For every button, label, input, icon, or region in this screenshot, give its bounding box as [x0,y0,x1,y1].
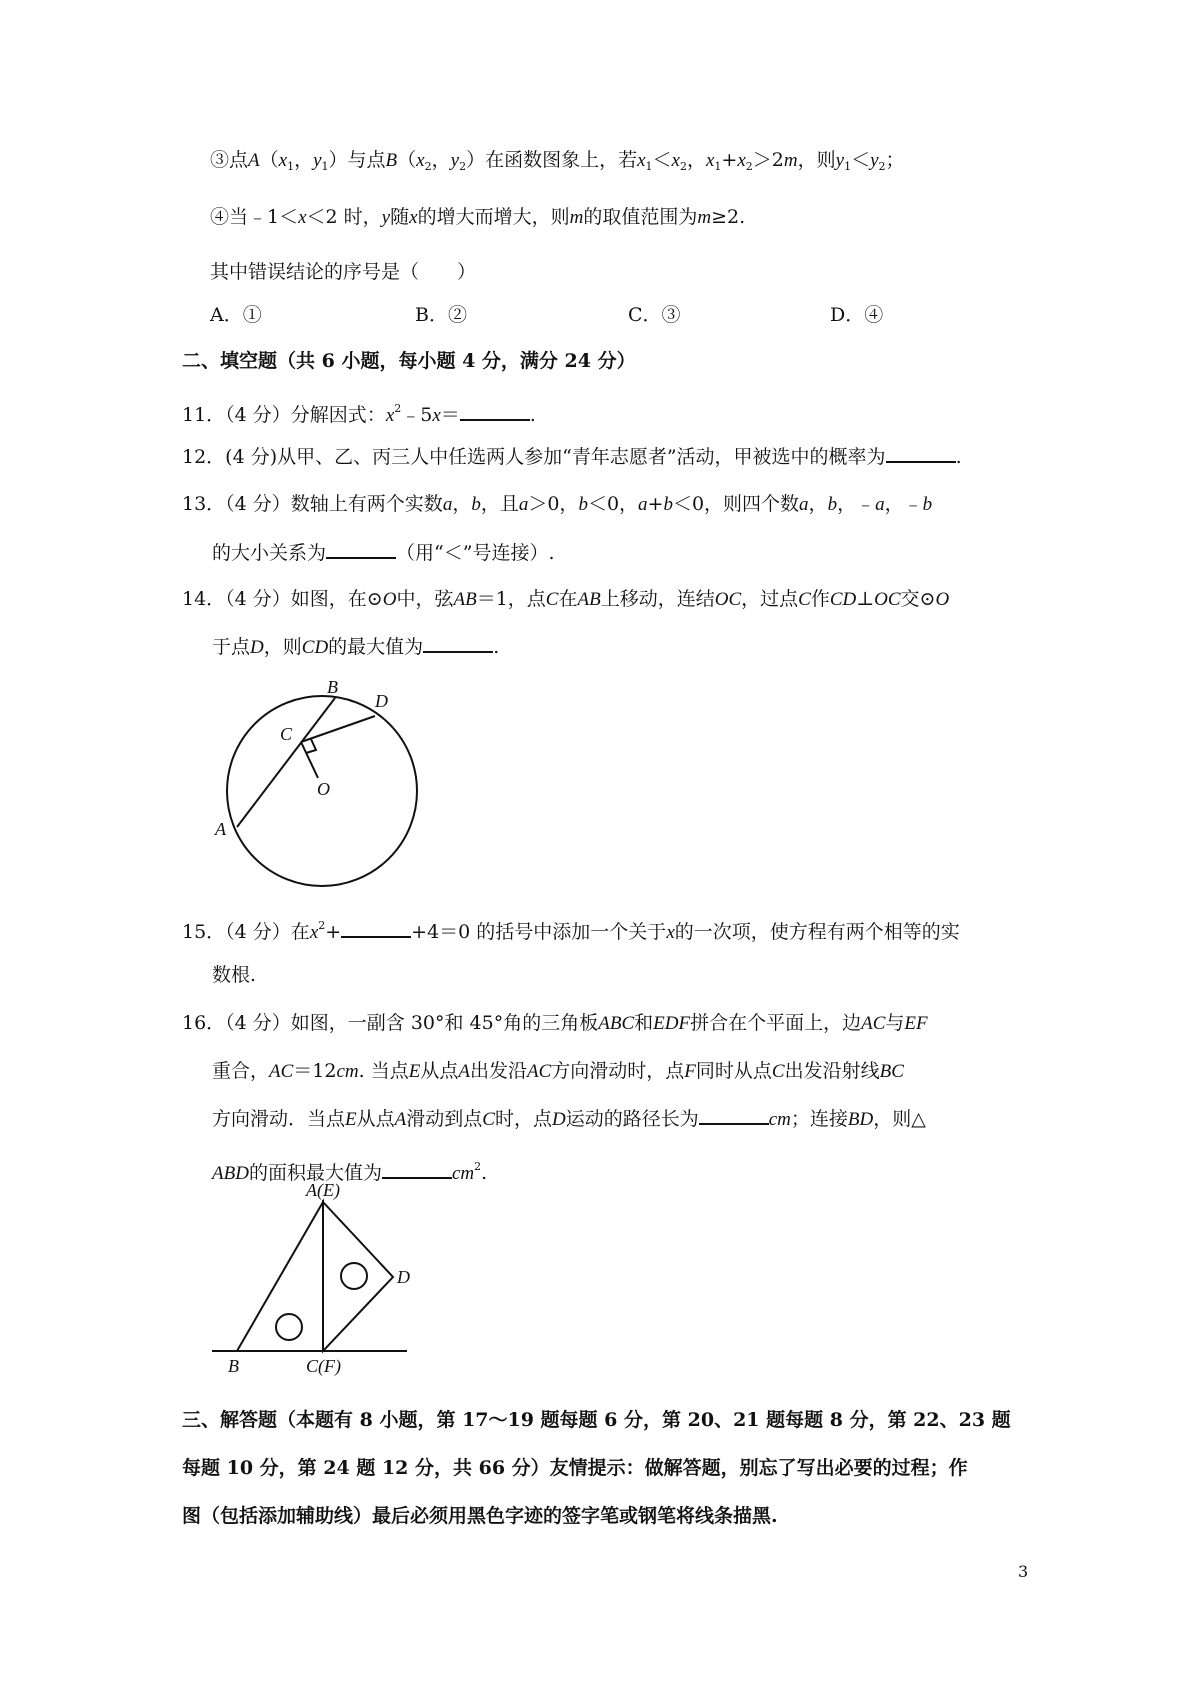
q10-statement-3: ③点$A(x_1$，$y_1$）与点$B(x_2$，$y_2$）在函数图象上，若$x_1<x_2$，$x_1+x_2>2m$，则$y_1<y_2$； [210,149,905,173]
section-2-heading: 二、填空题（共 6 小题，每小题 4 分，满分 24 分） [182,350,636,372]
q16-line-4: ABD的面积最大值为 $cm^2$. [212,1160,488,1184]
q16-answer-blank-2 [382,1159,452,1179]
q14-circle-figure [200,665,440,895]
fig14-right-angle-mark [306,739,316,753]
q16-line-2: 重合，AC＝12cm. 当点E从点A出发沿AC方向滑动时，点F同时从点C出发沿射线BC [212,1060,904,1082]
q10-option-d: D．④ [830,304,884,326]
q15-line-1: 15．（4 分）在$x^2+ +4=0$ 的括号中添加一个关于x的一次项，使方程有两个相等的实 [182,919,960,943]
q16-answer-blank-1 [699,1105,769,1125]
q15-line-2: 数根. [212,964,257,986]
q10-statement-4: ④当﹣1＜x＜2 时，y随x的增大而增大，则m的取值范围为m≥2. [210,206,746,228]
fig14-label-b: B [327,677,338,697]
q11-answer-blank [460,401,530,421]
q10-option-c: C．③ [628,304,681,326]
q16-triangle-figure [200,1180,440,1380]
q10-option-b: B．② [415,304,467,326]
page-number: 3 [1018,1562,1029,1581]
q15-answer-blank [341,918,411,938]
q11: 11．（4 分）分解因式：$x^2﹣5x=$ . [182,402,536,426]
q12: 12．(4 分)从甲、乙、丙三人中任选两人参加“青年志愿者”活动，甲被选中的概率为 . [182,443,962,471]
q16-line-1: 16．（4 分）如图，一副含 30°和 45°角的三角板ABC和EDF拼合在个平面上，边AC与EF [182,1012,928,1034]
q13-answer-blank [326,539,396,559]
q16-line-3: 方向滑动．当点E从点A滑动到点C时，点D运动的路径长为 cm；连接BD，则△ [212,1105,926,1134]
section-3-line-1: 三、解答题（本题有 8 小题，第 17～19 题每题 6 分，第 20、21 题每题 8 分，第 22、23 题 [182,1409,1011,1431]
fig16-label-d: D [397,1267,410,1287]
q14-line-2: 于点D，则CD的最大值为 . [212,633,499,662]
q10-option-a: A．① [210,304,262,326]
fig14-label-a: A [215,819,226,839]
q14-answer-blank [423,633,493,653]
fig14-chord-ab [237,698,335,827]
fig14-label-c: C [280,724,293,744]
q14-line-1: 14．（4 分）如图，在⊙O中，弦AB＝1，点C在AB上移动，连结OC，过点C作CD⊥OC交⊙O [182,588,950,610]
fig14-label-d: D [375,691,388,711]
fig16-hole-left [276,1314,302,1340]
fig16-label-ae: A(E) [306,1180,340,1200]
fig14-label-o: O [317,779,330,799]
fig16-label-cf: C(F) [306,1356,341,1376]
q12-answer-blank [886,443,956,463]
q13-line-1: 13．（4 分）数轴上有两个实数a，b，且a＞0，b＜0，a+b＜0，则四个数a，b，﹣a，﹣b [182,493,933,515]
fig16-hole-right [341,1263,367,1289]
fig16-label-b: B [228,1356,239,1376]
q13-line-2: 的大小关系为 （用“＜”号连接）. [212,539,554,567]
fig16-triangle-edf [323,1202,393,1351]
section-3-line-3: 图（包括添加辅助线）最后必须用黑色字迹的签字笔或钢笔将线条描黑. [182,1505,778,1527]
q10-prompt: 其中错误结论的序号是（ ） [210,261,477,283]
section-3-line-2: 每题 10 分，第 24 题 12 分，共 66 分）友情提示：做解答题，别忘了写出必要的过程；作 [182,1457,968,1479]
fig16-triangle-abc [237,1202,323,1351]
